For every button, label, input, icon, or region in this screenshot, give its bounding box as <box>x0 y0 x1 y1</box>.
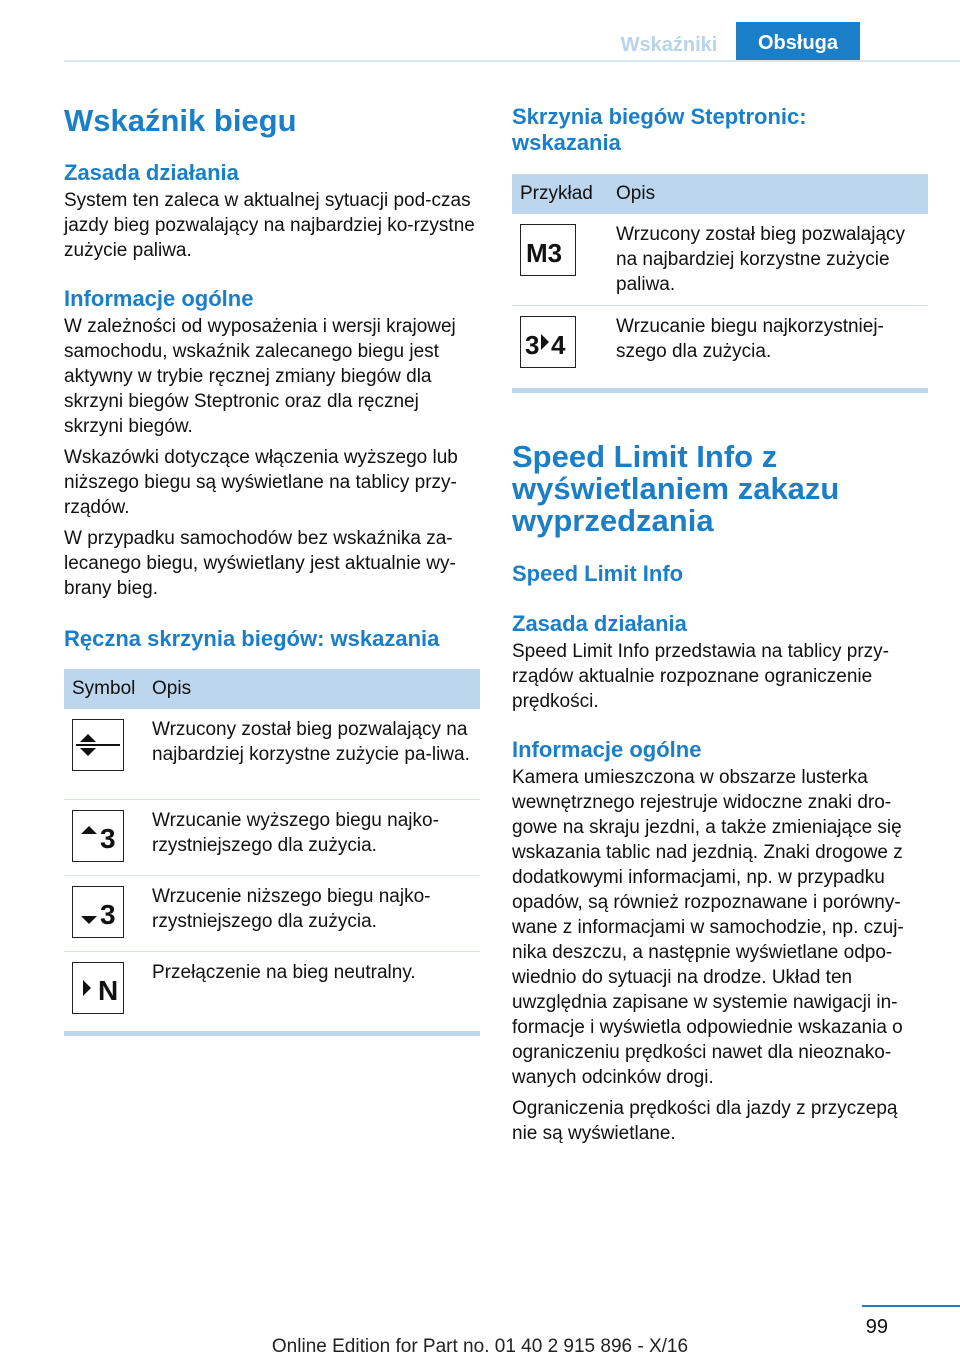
3-to-4-gear-icon <box>520 316 576 368</box>
table-cell-opis: Przełączenie na bieg neutralny. <box>152 961 416 983</box>
section-heading-informacje: Informacje ogólne <box>64 286 254 311</box>
table-cell-opis: Wrzucanie biegu najkorzystniej‐szego dla zużycia. <box>616 316 884 362</box>
svg-text:N: N <box>98 974 119 1006</box>
table-end-bar <box>64 1031 480 1036</box>
left-column <box>64 100 480 1036</box>
upshift-3-icon <box>72 810 124 862</box>
table-row <box>512 306 928 382</box>
table-row <box>64 709 480 799</box>
steptronic-table <box>512 174 928 382</box>
page-title: Wskaźnik biegu <box>64 103 297 138</box>
section-text-zasada: Speed Limit Info przedstawia na tablicy przy‐rządów aktualnie rozpoznane ograniczenie prędkości. <box>512 640 890 712</box>
table-cell-opis: Wrzucanie wyższego biegu najko‐rzystniejszego dla zużycia. <box>144 799 480 875</box>
table-row <box>64 951 480 1023</box>
section-heading-zasada: Zasada działania <box>64 160 239 185</box>
section-heading-reczna: Ręczna skrzynia biegów: wskazania <box>64 626 440 651</box>
header-tab-label: Obsługa <box>736 22 860 60</box>
paragraph-wyposazenie: W zależności od wyposażenia i wersji krajowej samochodu, wskaźnik zalecanego biegu jest aktywny w trybie ręcznej zmiany biegów dla skrzyni biegów Steptronic oraz dla ręcznej skrzyni biegów. <box>64 316 456 437</box>
manual-gearbox-table <box>64 669 480 1023</box>
table-header-opis: Opis <box>144 669 480 709</box>
svg-text:3: 3 <box>100 822 116 854</box>
svg-text:M3: M3 <box>526 238 563 268</box>
paragraph-przyczepa: Ograniczenia prędkości dla jazdy z przyczepą nie są wyświetlane. <box>512 1097 898 1144</box>
table-header-przyklad: Przykład <box>512 174 608 214</box>
table-row <box>512 214 928 306</box>
paragraph-kamera: Kamera umieszczona w obszarze lusterka wewnętrznego rejestruje widoczne znaki dro‐gowe na skraju jezdni, a także zmieniające się wskazania tablic nad jezdnią. Znaki drogowe z dodatkowymi informacjami, np. w przypadku opadów, są również rozpoznawane i porówny‐wane z informacjami w samochodzie, np. czuj‐nika deszczu, a następnie wyświetlane odpo‐wiednio do sytuacji na drodze. Układ ten uwzględnia zapisane w systemie nawigacji in‐formacje i wyświetla odpowiednie wskazania o ograniczeniu prędkości nawet dla nieoznako‐wanych odcinków drogi. <box>512 766 904 1088</box>
table-row <box>64 875 480 951</box>
table-cell-opis: Wrzucony został bieg pozwalający na najbardziej korzystne zużycie pa‐liwa. <box>144 709 480 799</box>
page-number: 99 <box>865 1316 888 1338</box>
svg-text:3: 3 <box>525 330 540 360</box>
right-column <box>512 100 928 1146</box>
section-heading-informacje: Informacje ogólne <box>512 736 702 762</box>
section-heading-zasada: Zasada działania <box>512 610 687 636</box>
svg-text:3: 3 <box>100 898 116 930</box>
section-title-speed-limit: Speed Limit Info z wyświetlaniem zakazu wyprzedzania <box>512 438 840 538</box>
sub-heading-speed-limit-info: Speed Limit Info <box>512 560 684 586</box>
m3-gear-icon <box>520 224 576 276</box>
table-cell-opis: Wrzucony został bieg pozwalający na najbardziej korzystne zużycie paliwa. <box>608 214 928 306</box>
table-row <box>64 799 480 875</box>
paragraph-wskazowki: Wskazówki dotyczące włączenia wyższego lub niższego biegu są wyświetlane na tablicy przy‐rządów. <box>64 447 458 518</box>
table-end-bar <box>512 388 928 393</box>
header-section-label: Wskaźniki <box>620 34 718 56</box>
table-cell-opis: Wrzucenie niższego biegu najko‐rzystniejszego dla zużycia. <box>144 875 480 951</box>
table-header-opis: Opis <box>608 174 928 214</box>
section-text-zasada: System ten zaleca w aktualnej sytuacji pod‐czas jazdy bieg pozwalający na najbardziej ko‐rzystne zużycie paliwa. <box>64 190 475 261</box>
downshift-3-icon <box>72 886 124 938</box>
svg-text:4: 4 <box>551 330 566 360</box>
neutral-n-icon <box>72 962 124 1014</box>
footer-divider <box>862 1305 960 1307</box>
footer-edition: Online Edition for Part no. 01 40 2 915 896 - X/16 <box>271 1336 689 1357</box>
paragraph-bez-wskaznika: W przypadku samochodów bez wskaźnika za‐lecanego biegu, wyświetlany jest aktualnie wy‐brany bieg. <box>64 528 456 599</box>
header-divider <box>64 60 960 62</box>
updown-arrows-icon <box>72 719 124 771</box>
section-heading-steptronic: Skrzynia biegów Steptronic: wskazania <box>512 104 807 155</box>
table-header-symbol: Symbol <box>64 669 144 709</box>
